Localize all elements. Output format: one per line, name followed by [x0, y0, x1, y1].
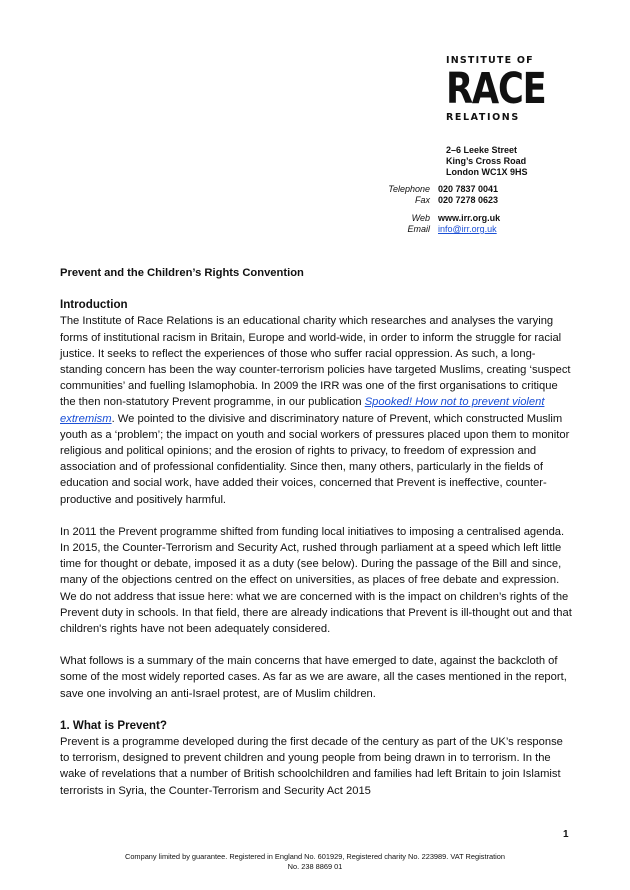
logo-bottom-text: RELATIONS — [446, 112, 520, 123]
telephone-value: 020 7837 0041 — [438, 184, 499, 194]
fax-label: Fax — [414, 195, 430, 205]
contact-block — [380, 184, 500, 235]
web-value: www.irr.org.uk — [438, 213, 501, 223]
page-number: 1 — [563, 829, 569, 840]
section-1-paragraph: Prevent is a programme developed during the first decade of the century as part of the UK’s response to terrorism, designed to prevent children and young people from being drawn in to terrorism. In the wake of revelations that a number of British schoolchildren and families had left Britain to join Islamist terrorists in Syria, the Counter-Terrorism and Security Act 2015 — [60, 736, 563, 797]
telephone-row — [380, 184, 500, 195]
address-block — [446, 145, 528, 178]
introduction-heading: Introduction — [60, 298, 128, 312]
telephone-label: Telephone — [388, 184, 430, 194]
logo-main-text: RACE — [446, 64, 546, 114]
email-label: Email — [407, 224, 430, 234]
footer-line-2: No. 238 8869 01 — [287, 862, 343, 871]
fax-value: 020 7278 0623 — [438, 195, 499, 205]
paragraph-text: The Institute of Race Relations is an educational charity which researches and analyses the varying forms of institutional racism in Britain, Europe and world-wide, in order to inform the struggle for racial justice. It seeks to reflect the experiences of those who suffer racial oppression. As such, a long-standing concern has been the way counter-terrorism policies have targeted Muslims, creating ‘suspect communities’ and fuelling Islamophobia. In 2009 the IRR was one of the first organisations to critique the then non-statutory Prevent programme, in our publication — [60, 315, 571, 409]
email-link[interactable]: info@irr.org.uk — [438, 224, 497, 234]
paragraph-text: . We pointed to the divisive and discriminatory nature of Prevent, which constructed Muslim youth as a ‘problem’; the impact on youth and social workers of pressures placed upon them to monitor religious and political opinions; and the erosion of rights to privacy, to freedom of expression and association and of professional confidentiality. Since then, many others, particularly in the fields of education and social work, have added their voices, concerned that Prevent is ineffective, counter-productive and positively harmful. — [60, 412, 570, 506]
document-title: Prevent and the Children’s Rights Convention — [60, 267, 304, 279]
introduction-paragraph-3: What follows is a summary of the main concerns that have emerged to date, against the backcloth of some of the most widely reported cases. As far as we are aware, all the cases mentioned in the report, save one involving an anti-Israel protest, are of Muslim children. — [60, 655, 567, 700]
address-line: London WC1X 9HS — [446, 167, 528, 177]
introduction-paragraph-2: In 2011 the Prevent programme shifted from funding local initiatives to imposing a centralised agenda. In 2015, the Counter-Terrorism and Security Act, rushed through parliament at a speed which left little time for thought or debate, imposed it as a duty (see below). During the passage of the Bill and since, many of the objections centred on the effect on universities, as places of free debate and expression. We do not address that issue here: what we are concerned with is the impact on children’s rights of the Prevent duty in schools. In that field, there are already indications that Prevent is ill-thought out and that children's rights have not been adequately considered. — [60, 525, 572, 636]
logo-top-text: INSTITUTE OF — [446, 55, 534, 66]
address-line: King’s Cross Road — [446, 156, 527, 166]
document-body — [60, 265, 572, 815]
web-row — [380, 213, 500, 224]
email-row — [380, 224, 500, 235]
fax-row — [380, 195, 500, 206]
spooked-publication-link[interactable]: Spooked! How not to prevent violent extremism — [60, 396, 545, 425]
address-line: 2–6 Leeke Street — [446, 145, 518, 155]
page-footer — [90, 852, 540, 872]
irr-logo — [446, 55, 546, 123]
web-label: Web — [411, 213, 430, 223]
introduction-paragraph-1 — [60, 313, 572, 507]
footer-line-1: Company limited by guarantee. Registered in England No. 601929, Registered charity No. 223989. VAT Registration — [124, 852, 505, 861]
section-1-heading: 1. What is Prevent? — [60, 718, 167, 732]
